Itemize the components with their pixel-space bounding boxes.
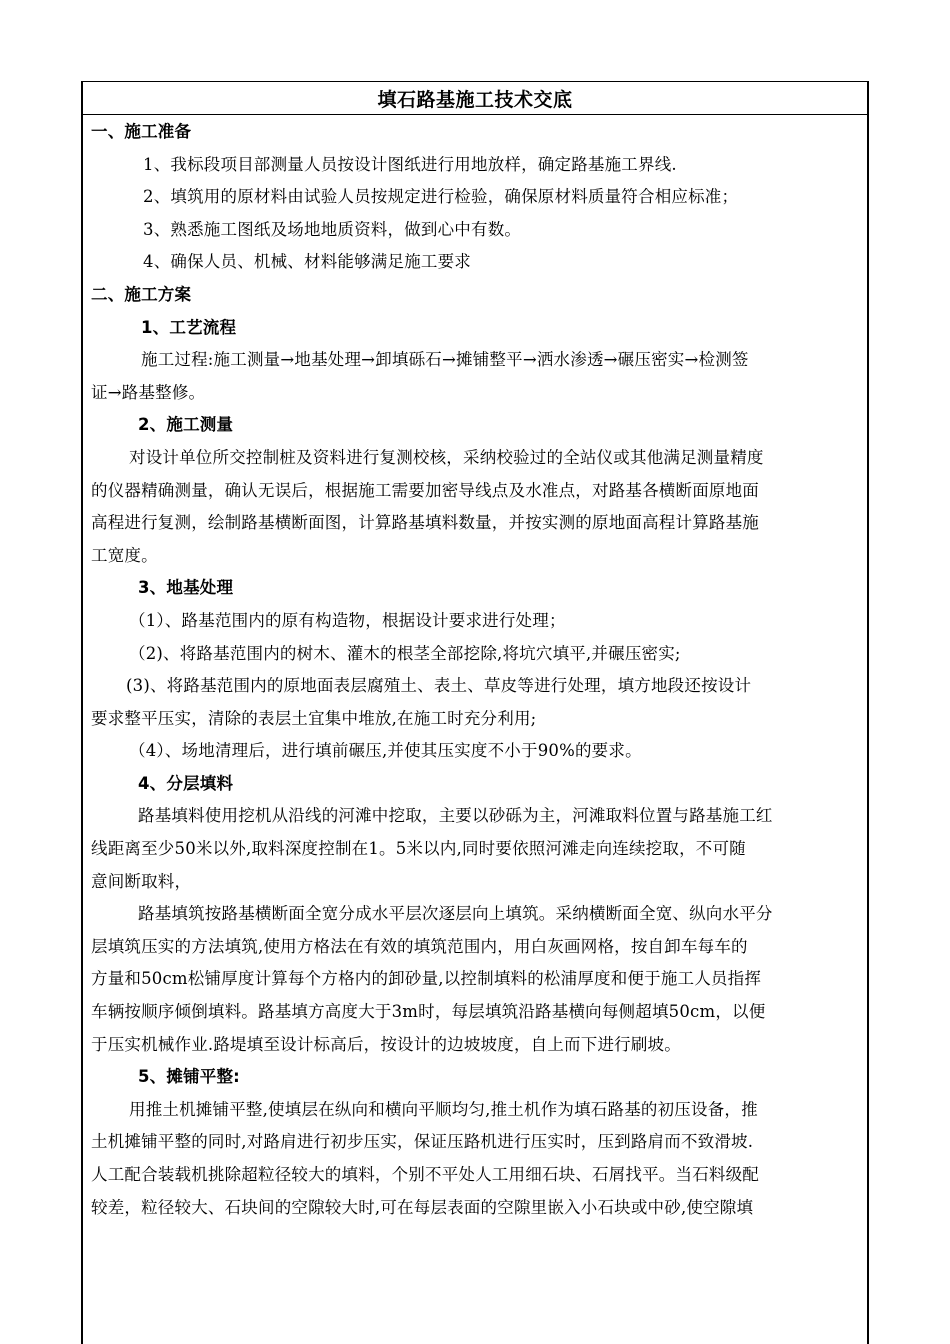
section-heading: 5、摊铺平整: bbox=[138, 1067, 240, 1087]
body-text-line: 方量和50cm松铺厚度计算每个方格内的卸砂量,以控制填料的松浦厚度和便于施工人员指挥 bbox=[91, 969, 762, 989]
section-heading: 一、施工准备 bbox=[91, 122, 192, 141]
body-text-line: 人工配合装载机挑除超粒径较大的填料，个别不平处人工用细石块、石屑找平。当石料级配 bbox=[91, 1165, 759, 1184]
section-heading: 4、分层填料 bbox=[138, 773, 234, 793]
body-text-line: 较差，粒径较大、石块间的空隙较大时,可在每层表面的空隙里嵌入小石块或中砂,使空隙填 bbox=[91, 1197, 754, 1217]
body-text-line: 层填筑压实的方法填筑,使用方格法在有效的填筑范围内，用白灰画网格，按自卸车每车的 bbox=[91, 936, 748, 956]
body-text-line: 于压实机械作业.路堤填至设计标高后，按设计的边坡坡度，自上而下进行刷坡。 bbox=[91, 1034, 681, 1054]
section-heading: 3、地基处理 bbox=[138, 578, 234, 598]
body-text-line: 路基填料使用挖机从沿线的河滩中挖取，主要以砂砾为主，河滩取料位置与路基施工红 bbox=[138, 806, 773, 826]
section-heading: 二、施工方案 bbox=[91, 284, 192, 304]
title-row bbox=[83, 82, 867, 115]
body-text-line: (3)、将路基范围内的原地面表层腐殖土、表土、草皮等进行处理，填方地段还按设计 bbox=[126, 676, 752, 696]
body-text-line: 4、确保人员、机械、材料能够满足施工要求 bbox=[143, 252, 471, 272]
body-text-line: （4）、场地清理后，进行填前碾压,并使其压实度不小于90%的要求。 bbox=[129, 741, 642, 761]
body-text-line: 路基填筑按路基横断面全宽分成水平层次逐层向上填筑。采纳横断面全宽、纵向水平分 bbox=[138, 904, 773, 924]
body-text-line: 车辆按顺序倾倒填料。路基填方高度大于3m时，每层填筑沿路基横向每侧超填50cm，以便 bbox=[91, 1002, 766, 1022]
body-text-line: 意间断取料， bbox=[91, 871, 192, 891]
body-text-line: 对设计单位所交控制桩及资料进行复测校核，采纳校验过的全站仪或其他满足测量精度 bbox=[129, 447, 764, 467]
body-text-line: 高程进行复测，绘制路基横断面图，计算路基填料数量，并按实测的原地面高程计算路基施 bbox=[91, 513, 759, 533]
body-text-line: 工宽度。 bbox=[91, 545, 158, 565]
body-text-line: （1）、路基范围内的原有构造物，根据设计要求进行处理； bbox=[129, 610, 566, 630]
document-title: 填石路基施工技术交底 bbox=[377, 88, 573, 111]
document-body bbox=[91, 116, 861, 1224]
body-text-line: （2)、将路基范围内的树木、灌木的根茎全部挖除,将坑穴填平,并碾压密实; bbox=[129, 643, 681, 663]
body-text-line: 土机摊铺平整的同时,对路肩进行初步压实，保证压路机进行压实时，压到路肩而不致滑坡. bbox=[91, 1132, 754, 1152]
section-heading: 1、工艺流程 bbox=[141, 317, 237, 337]
body-text-line: 2、填筑用的原材料由试验人员按规定进行检验，确保原材料质量符合相应标准； bbox=[143, 187, 739, 207]
body-text-line: 3、熟悉施工图纸及场地地质资料，做到心中有数。 bbox=[143, 219, 522, 239]
body-text-line: 线距离至少50米以外,取料深度控制在1。5米以内,同时要依照河滩走向连续挖取，不可随 bbox=[91, 839, 746, 859]
body-text-line: 要求整平压实，清除的表层土宜集中堆放,在施工时充分利用; bbox=[91, 708, 537, 728]
body-text-line: 1、我标段项目部测量人员按设计图纸进行用地放样，确定路基施工界线. bbox=[143, 154, 677, 174]
body-text-line: 证→路基整修。 bbox=[91, 382, 206, 402]
body-text-line: 用推土机摊铺平整,使填层在纵向和横向平顺均匀,推土机作为填石路基的初压设备，推 bbox=[129, 1099, 758, 1119]
section-heading: 2、施工测量 bbox=[138, 415, 234, 435]
body-text-line: 的仪器精确测量，确认无误后，根据施工需要加密导线点及水准点，对路基各横断面原地面 bbox=[91, 480, 759, 500]
body-text-line: 施工过程:施工测量→地基处理→卸填砾石→摊铺整平→洒水渗透→碾压密实→检测签 bbox=[141, 350, 749, 370]
document-frame bbox=[81, 81, 869, 1344]
